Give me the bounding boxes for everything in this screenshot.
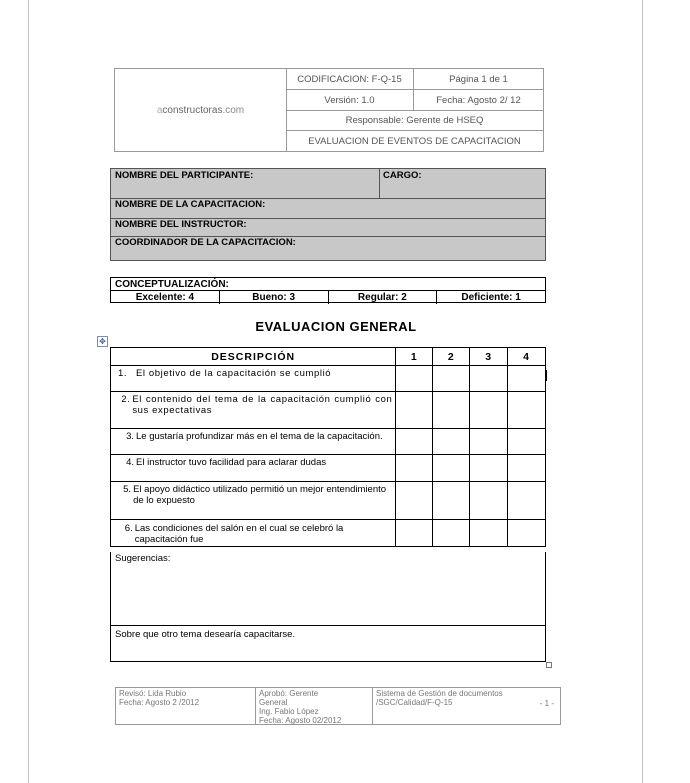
table-row [111,520,546,547]
row-text: El apoyo didáctico utilizado permitió un mejor entendimiento de lo expuesto [133,484,387,506]
conceptualization-box [110,277,546,303]
suggestions-label: Sugerencias: [115,553,171,564]
rating-cell-3[interactable] [470,392,508,429]
participant-row [111,169,545,199]
scale-bueno: Bueno: 3 [220,291,329,304]
rating-cell-4[interactable] [508,366,546,392]
header-col-1: 1 [396,348,433,366]
fecha: Fecha: Agosto 2/ 12 [436,94,521,106]
table-resize-handle[interactable] [546,662,552,668]
table-row [111,482,546,520]
footer-sistema [373,688,560,724]
rating-cell-3[interactable] [470,366,508,392]
rating-cell-4[interactable] [508,455,546,482]
scale-regular: Regular: 2 [329,291,438,304]
document-footer [115,687,561,725]
aprobo-line-4: Fecha: Agosto 02/2012 [259,716,342,725]
version-cell [286,90,414,111]
participant-label: NOMBRE DEL PARTICIPANTE: [115,170,254,181]
rating-cell-3[interactable] [470,482,508,520]
row-text: Le gustaría profundizar más en el tema de la capacitación. [136,431,383,442]
rating-cell-4[interactable] [508,429,546,455]
row-description [111,482,396,520]
other-topic-area[interactable] [111,625,545,640]
reviso-line-1: Revisó: Lida Rubio [119,689,187,698]
row-text: El contenido del tema de la capacitación cumplió con sus expectativas [132,394,393,416]
logo-suffix: .com [222,104,245,116]
rating-cell-2[interactable] [433,429,470,455]
table-row [111,366,546,392]
codificacion: CODIFICACION: F-Q-15 [297,73,402,85]
row-text: Las condiciones del salón en el cual se celebró la capacitación fue [134,523,344,545]
rating-cell-3[interactable] [470,455,508,482]
scale-deficiente: Deficiente: 1 [461,292,521,303]
table-move-handle-icon[interactable]: ✥ [97,336,108,347]
rating-cell-2[interactable] [433,366,470,392]
company-logo [115,69,287,151]
document-header [114,68,544,152]
row-description [111,429,396,455]
footer-reviso [116,688,256,724]
header-descripcion: DESCRIPCIÓN [111,348,396,366]
rating-cell-4[interactable] [508,392,546,429]
rating-cell-4[interactable] [508,520,546,547]
header-col-4: 4 [508,348,546,366]
rating-cell-2[interactable] [433,392,470,429]
instructor-label: NOMBRE DEL INSTRUCTOR: [115,219,247,230]
coordinador-row [111,237,545,260]
suggestions-box[interactable] [110,552,546,662]
logo-main: constructoras [162,104,223,116]
sistema-line-1: Sistema de Gestión de documentos [376,689,503,698]
evaluation-table [110,347,546,547]
footer-page-number: - 1 - [539,699,554,708]
concept-title: CONCEPTUALIZACIÓN: [115,279,229,290]
table-header-row [111,348,546,366]
rating-scale [111,290,545,304]
aprobo-line-2: General [259,698,288,707]
rating-cell-3[interactable] [470,429,508,455]
rating-cell-2[interactable] [433,455,470,482]
rating-cell-4[interactable] [508,482,546,520]
row-number: 2. [121,394,131,405]
row-text: El objetivo de la capacitación se cumplió [136,368,332,379]
rating-cell-2[interactable] [433,520,470,547]
logo-prefix: a [156,104,163,116]
participant-info [110,168,546,261]
fecha-cell [414,90,543,111]
cargo-label: CARGO: [383,170,422,181]
capacitacion-row [111,199,545,219]
table-row [111,455,546,482]
row-description [111,455,396,482]
scale-excelente: Excelente: 4 [111,291,220,304]
row-number: 3. [126,431,134,442]
coordinador-label: COORDINADOR DE LA CAPACITACION: [115,237,296,248]
rating-cell-1[interactable] [396,520,433,547]
page-left-edge [28,0,29,783]
row-number: 4. [126,457,134,468]
capacitacion-label: NOMBRE DE LA CAPACITACION: [115,199,266,210]
form-title-cell [286,131,543,151]
rating-cell-1[interactable] [396,392,433,429]
pagina-cell [414,69,543,90]
form-title: EVALUACION DE EVENTOS DE CAPACITACION [308,135,521,147]
responsable: Responsable: Gerente de HSEQ [345,115,484,126]
row-text: El instructor tuvo facilidad para aclarar dudas [136,457,327,468]
page-right-edge [642,0,643,783]
row-description [111,366,396,392]
codificacion-cell [286,69,414,90]
sistema-line-2: /SGC/Calidad/F-Q-15 [376,698,453,707]
table-row [111,429,546,455]
rating-cell-1[interactable] [396,482,433,520]
row-number: 1. [118,368,128,379]
responsable-cell [286,111,543,131]
instructor-row [111,219,545,237]
reviso-line-2: Fecha: Agosto 2 /2012 [119,698,200,707]
table-row [111,392,546,429]
section-title: EVALUACION GENERAL [255,319,417,334]
footer-aprobo [256,688,373,724]
rating-cell-1[interactable] [396,429,433,455]
rating-cell-1[interactable] [396,366,433,392]
aprobo-line-1: Aprobó: Gerente [259,689,319,698]
rating-cell-1[interactable] [396,455,433,482]
text-cursor [546,370,547,381]
header-col-3: 3 [470,348,508,366]
row-number: 6. [124,523,133,534]
cargo-divider [379,169,380,198]
version: Versión: 1.0 [324,94,375,106]
pagina: Página 1 de 1 [449,73,508,85]
other-topic-label: Sobre que otro tema desearía capacitarse. [115,629,296,640]
header-col-2: 2 [433,348,470,366]
row-number: 5. [123,484,132,495]
rating-cell-2[interactable] [433,482,470,520]
aprobo-line-3: Ing. Fabio López [259,707,319,716]
rating-cell-3[interactable] [470,520,508,547]
row-description [111,520,396,547]
row-description [111,392,396,429]
